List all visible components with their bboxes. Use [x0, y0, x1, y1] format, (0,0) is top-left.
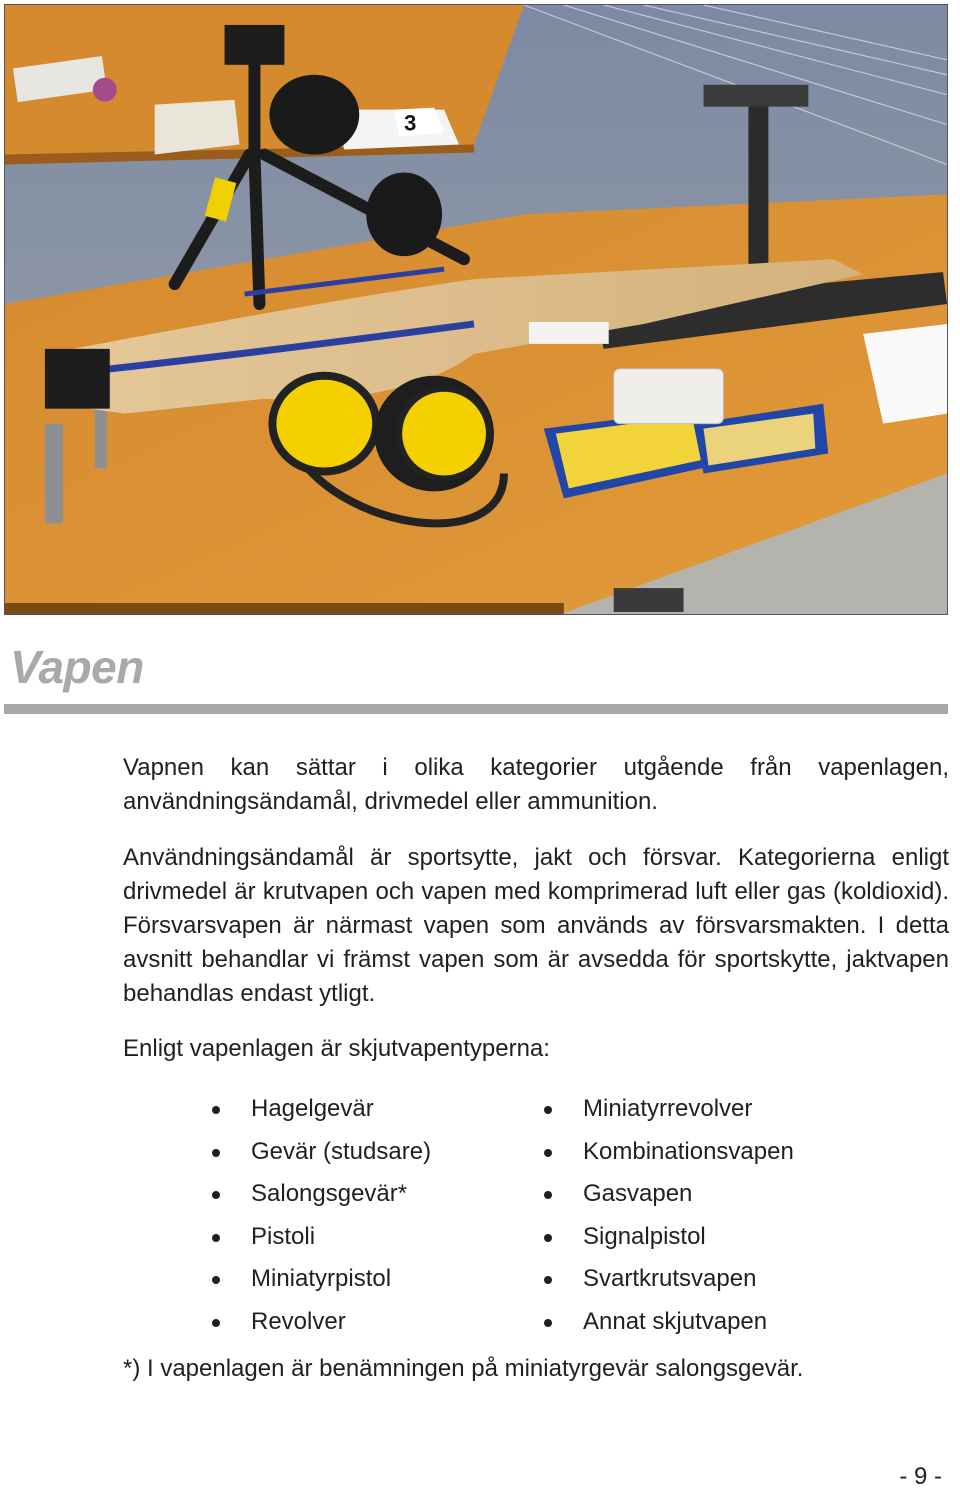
shooting-range-photo [4, 4, 948, 615]
bullet-icon [212, 1276, 220, 1284]
bullet-icon [544, 1234, 552, 1242]
list-item: Gasvapen [583, 1173, 794, 1216]
bullet-icon [544, 1319, 552, 1327]
list-item: Miniatyrpistol [251, 1258, 431, 1301]
paragraph-intro: Vapnen kan sättar i olika kategorier utgående från vapenlagen, användningsändamål, drivmedel eller ammunition. [123, 754, 949, 815]
bullet-icon [544, 1191, 552, 1199]
list-item: Hagelgevär [251, 1088, 431, 1131]
footnote: *) I vapenlagen är benämningen på miniatyrgevär salongsgevär. [123, 1355, 804, 1382]
weapon-types-list-right [583, 1088, 794, 1343]
heading-divider [4, 704, 948, 714]
list-item: Miniatyrrevolver [583, 1088, 794, 1131]
list-item: Annat skjutvapen [583, 1301, 794, 1344]
bullet-icon [212, 1319, 220, 1327]
list-item: Salongsgevär* [251, 1173, 431, 1216]
list-item: Revolver [251, 1301, 431, 1344]
bullet-icon [212, 1149, 220, 1157]
bullet-icon [212, 1106, 220, 1114]
bullet-icon [544, 1149, 552, 1157]
list-item: Svartkrutsvapen [583, 1258, 794, 1301]
bullet-icon [544, 1106, 552, 1114]
paragraph-list-intro: Enligt vapenlagen är skjutvapentyperna: [123, 1035, 550, 1062]
list-item: Pistoli [251, 1216, 431, 1259]
bullet-icon [212, 1234, 220, 1242]
page-number: - 9 - [899, 1463, 942, 1490]
list-item: Kombinationsvapen [583, 1131, 794, 1174]
list-item: Gevär (studsare) [251, 1131, 431, 1174]
photo-rifle-on-shooting-table-icon [5, 5, 947, 614]
paragraph-categories: Användningsändamål är sportsytte, jakt och försvar. Kategorierna enligt drivmedel är krutvapen och vapen med komprimerad luft eller gas (koldioxid). Försvarsvapen är närmast vapen som används av försvarsmakten. I detta avsnitt behandlar vi främst vapen som är avsedda för sportskytte, jaktvapen behandlas endast ytligt. [123, 844, 949, 1007]
list-item: Signalpistol [583, 1216, 794, 1259]
page-title: Vapen [10, 641, 144, 693]
bullet-icon [212, 1191, 220, 1199]
target-sign: 3 [404, 110, 417, 136]
weapon-types-list-left [251, 1088, 431, 1343]
bullet-icon [544, 1276, 552, 1284]
